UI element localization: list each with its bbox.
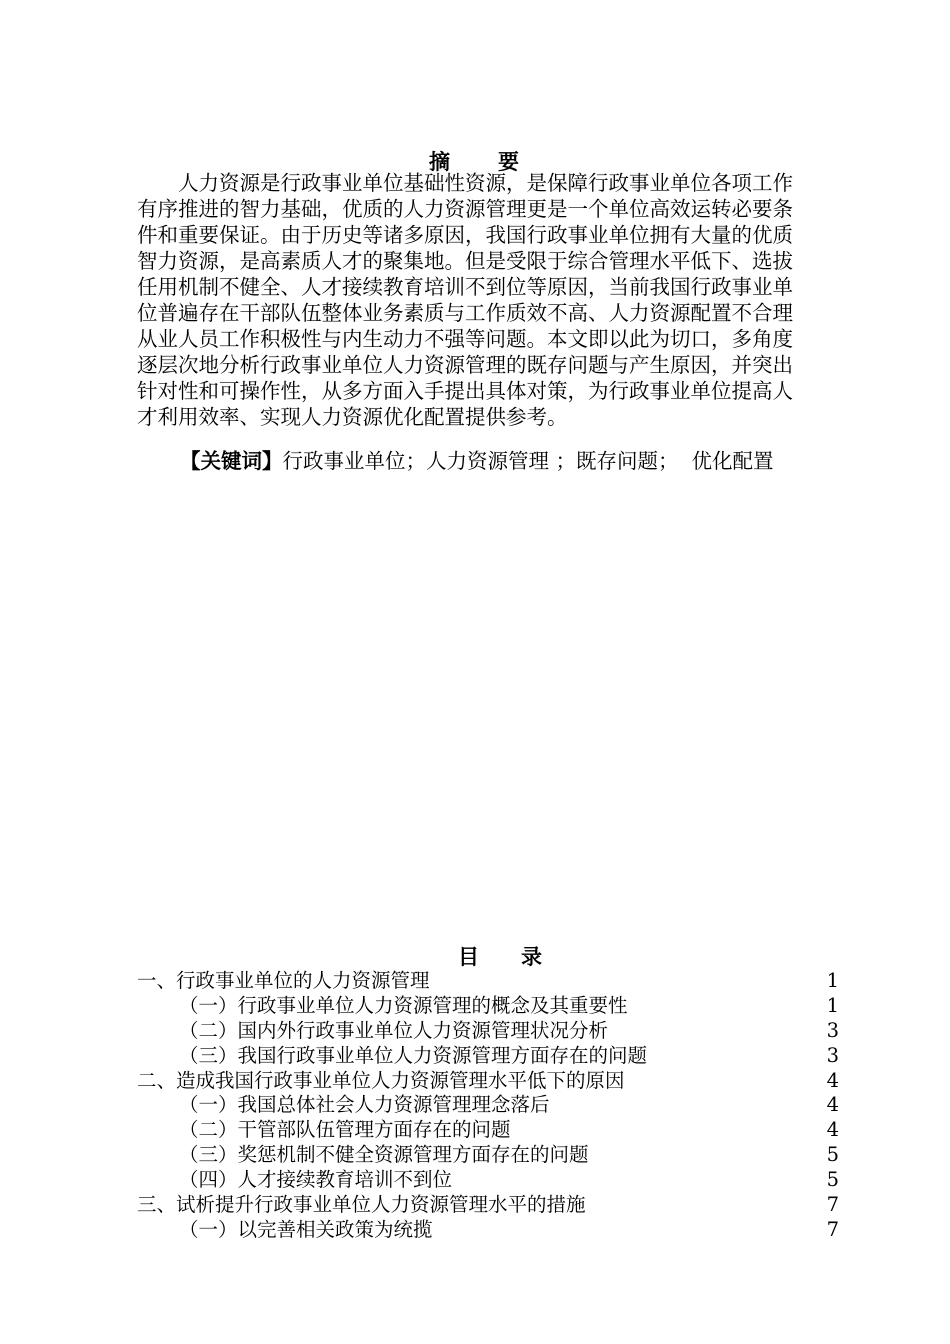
- toc-entry-text: 二、造成我国行政事业单位人力资源管理水平低下的原因: [137, 1068, 625, 1092]
- abstract-line: 针对性和可操作性，从多方面入手提出具体对策，为行政事业单位提高人: [137, 379, 793, 403]
- toc-entry-page: 1: [826, 969, 839, 992]
- keywords-text: 行政事业单位；人力资源管理 ；既存问题； 优化配置: [282, 449, 774, 473]
- abstract-line: 件和重要保证。由于历史等诸多原因，我国行政事业单位拥有大量的优质: [137, 223, 793, 247]
- abstract-line: 有序推进的智力基础，优质的人力资源管理更是一个单位高效运转必要条: [137, 197, 793, 221]
- toc-entry-page: 4: [826, 1093, 839, 1117]
- toc-entry-text: 三、试析提升行政事业单位人力资源管理水平的措施: [137, 1193, 586, 1217]
- abstract-body: [137, 170, 857, 430]
- toc-entry-page: 7: [826, 1193, 839, 1217]
- toc-entry[interactable]: [137, 1192, 839, 1217]
- toc-entry-page: 4: [826, 1118, 839, 1142]
- toc-entry[interactable]: [137, 1142, 839, 1167]
- toc-entry[interactable]: [137, 1043, 839, 1068]
- abstract-line: 人力资源是行政事业单位基础性资源，是保障行政事业单位各项工作: [137, 171, 793, 195]
- toc-entry-text: （三）我国行政事业单位人力资源管理方面存在的问题: [179, 1043, 648, 1067]
- abstract-line: 从业人员工作积极性与内生动力不强等问题。本文即以此为切口，多角度: [137, 327, 793, 351]
- keywords: [180, 444, 774, 474]
- toc-entry-page: 1: [826, 993, 839, 1017]
- abstract-line: 智力资源，是高素质人才的聚集地。但是受限于综合管理水平低下、选拔: [137, 249, 793, 273]
- table-of-contents: [137, 968, 839, 1242]
- toc-entry-text: 一、行政事业单位的人力资源管理: [137, 969, 430, 992]
- toc-entry-page: 3: [826, 1018, 839, 1042]
- toc-entry-page: 7: [826, 1217, 839, 1241]
- abstract-line: 任用机制不健全、人才接续教育培训不到位等原因，当前我国行政事业单: [137, 275, 793, 299]
- abstract-line: 才利用效率、实现人力资源优化配置提供参考。: [137, 405, 568, 429]
- toc-entry-text: （一）我国总体社会人力资源管理理念落后: [179, 1093, 550, 1117]
- toc-entry-text: （四）人才接续教育培训不到位: [179, 1168, 453, 1192]
- toc-entry-page: 5: [826, 1168, 839, 1192]
- toc-entry[interactable]: [137, 993, 839, 1018]
- toc-entry-text: （三）奖惩机制不健全资源管理方面存在的问题: [179, 1143, 589, 1167]
- toc-entry-page: 5: [826, 1143, 839, 1167]
- toc-title: 目 录: [458, 945, 542, 969]
- toc-entry-page: 4: [826, 1068, 839, 1092]
- toc-entry-text: （二）干管部队伍管理方面存在的问题: [179, 1118, 511, 1142]
- abstract-title: 摘 要: [429, 150, 521, 174]
- toc-entry[interactable]: [137, 1217, 839, 1242]
- toc-entry[interactable]: [137, 1092, 839, 1117]
- toc-entry[interactable]: [137, 1117, 839, 1142]
- toc-entry[interactable]: [137, 1018, 839, 1043]
- toc-entry[interactable]: [137, 1167, 839, 1192]
- toc-entry-page: 3: [826, 1043, 839, 1067]
- toc-entry-text: （一）以完善相关政策为统揽: [179, 1217, 433, 1241]
- keywords-label: 【关键词】: [180, 449, 283, 473]
- toc-entry-text: （一）行政事业单位人力资源管理的概念及其重要性: [179, 993, 628, 1017]
- abstract-line: 位普遍存在干部队伍整体业务素质与工作质效不高、人力资源配置不合理: [137, 301, 793, 325]
- toc-entry-text: （二）国内外行政事业单位人力资源管理状况分析: [179, 1018, 609, 1042]
- abstract-line: 逐层次地分析行政事业单位人力资源管理的既存问题与产生原因，并突出: [137, 353, 793, 377]
- toc-entry[interactable]: [137, 1068, 839, 1093]
- toc-entry[interactable]: [137, 968, 839, 993]
